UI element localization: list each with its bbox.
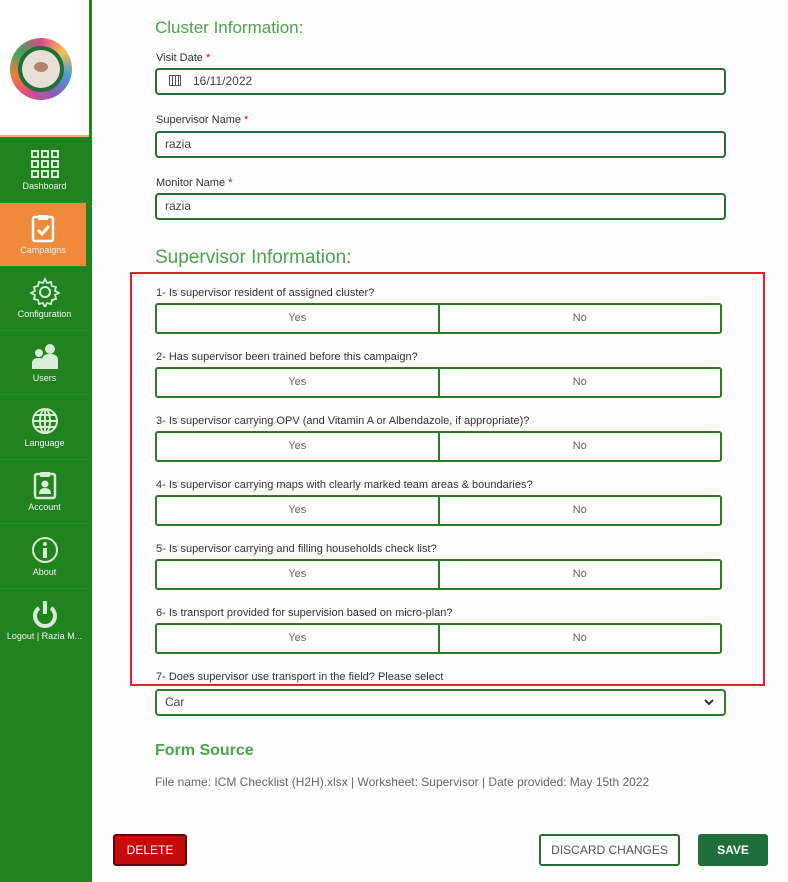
info-icon <box>30 535 60 565</box>
yes-no-toggle <box>155 495 722 526</box>
yes-button[interactable]: Yes <box>288 504 307 516</box>
id-badge-icon <box>30 470 60 500</box>
yes-button[interactable]: Yes <box>288 376 307 388</box>
chevron-down-icon <box>704 697 714 707</box>
grid-icon <box>30 149 60 179</box>
clipboard-check-icon <box>28 213 58 243</box>
no-button[interactable]: No <box>438 561 721 588</box>
no-button[interactable]: No <box>438 625 721 652</box>
question-label: 5- Is supervisor carrying and filling households check list? <box>156 543 437 555</box>
yes-button[interactable]: Yes <box>288 312 307 324</box>
monitor-name-input[interactable]: razia <box>155 193 726 220</box>
supervisor-name-input[interactable]: razia <box>155 131 726 158</box>
no-button[interactable]: No <box>438 369 721 396</box>
question-label: 2- Has supervisor been trained before this campaign? <box>156 351 418 363</box>
organization-logo <box>10 38 72 100</box>
yes-no-toggle <box>155 431 722 462</box>
logo-area <box>0 0 89 137</box>
question-label: 3- Is supervisor carrying OPV (and Vitamin A or Albendazole, if appropriate)? <box>156 415 530 427</box>
transport-select[interactable]: Car <box>155 689 726 716</box>
save-button[interactable]: SAVE <box>698 834 768 866</box>
yes-button[interactable]: Yes <box>288 440 307 452</box>
sidebar-item-language[interactable] <box>0 396 89 460</box>
sidebar-item-label: Logout | Razia M... <box>6 631 83 641</box>
supervisor-name-label: Supervisor Name * <box>156 114 249 126</box>
sidebar-item-campaigns[interactable] <box>0 203 86 267</box>
form-source-text: File name: ICM Checklist (H2H).xlsx | Worksheet: Supervisor | Date provided: May 15th 2022 <box>155 775 650 789</box>
visit-date-input[interactable]: 16/11/2022 <box>155 68 726 95</box>
delete-button[interactable]: DELETE <box>113 834 187 866</box>
question-label: 7- Does supervisor use transport in the field? Please select <box>156 671 444 683</box>
yes-no-toggle <box>155 367 722 398</box>
sidebar-item-configuration[interactable] <box>0 267 89 331</box>
question-label: 6- Is transport provided for supervision based on micro-plan? <box>156 607 453 619</box>
no-button[interactable]: No <box>438 305 721 332</box>
gear-icon <box>30 277 60 307</box>
main-content <box>92 0 788 882</box>
sidebar-item-about[interactable] <box>0 525 89 589</box>
monitor-name-label: Monitor Name * <box>156 177 233 189</box>
supervisor-section-title: Supervisor Information: <box>155 247 352 268</box>
power-icon <box>30 599 60 629</box>
sidebar-item-account[interactable] <box>0 460 89 524</box>
sidebar-item-label: Account <box>28 502 61 512</box>
sidebar-item-users[interactable] <box>0 331 89 395</box>
discard-changes-button[interactable]: DISCARD CHANGES <box>539 834 680 866</box>
sidebar-item-label: Dashboard <box>22 181 67 191</box>
users-icon <box>30 341 60 371</box>
visit-date-label: Visit Date * <box>156 52 211 64</box>
globe-icon <box>30 406 60 436</box>
sidebar-item-label: Configuration <box>17 309 72 319</box>
no-button[interactable]: No <box>438 433 721 460</box>
calendar-icon[interactable] <box>169 75 181 86</box>
yes-no-toggle <box>155 303 722 334</box>
question-label: 1- Is supervisor resident of assigned cluster? <box>156 287 375 299</box>
yes-button[interactable]: Yes <box>288 568 307 580</box>
sidebar-item-label: About <box>32 567 57 577</box>
yes-button[interactable]: Yes <box>288 632 307 644</box>
form-source-title: Form Source <box>155 742 254 759</box>
sidebar <box>0 0 92 882</box>
question-label: 4- Is supervisor carrying maps with clearly marked team areas & boundaries? <box>156 479 533 491</box>
yes-no-toggle <box>155 623 722 654</box>
cluster-section-title: Cluster Information: <box>155 18 304 37</box>
sidebar-item-logout[interactable] <box>0 589 89 653</box>
sidebar-item-label: Language <box>24 438 65 448</box>
sidebar-item-dashboard[interactable] <box>0 139 89 203</box>
no-button[interactable]: No <box>438 497 721 524</box>
yes-no-toggle <box>155 559 722 590</box>
sidebar-item-label: Users <box>32 373 57 383</box>
sidebar-item-label: Campaigns <box>20 245 66 255</box>
